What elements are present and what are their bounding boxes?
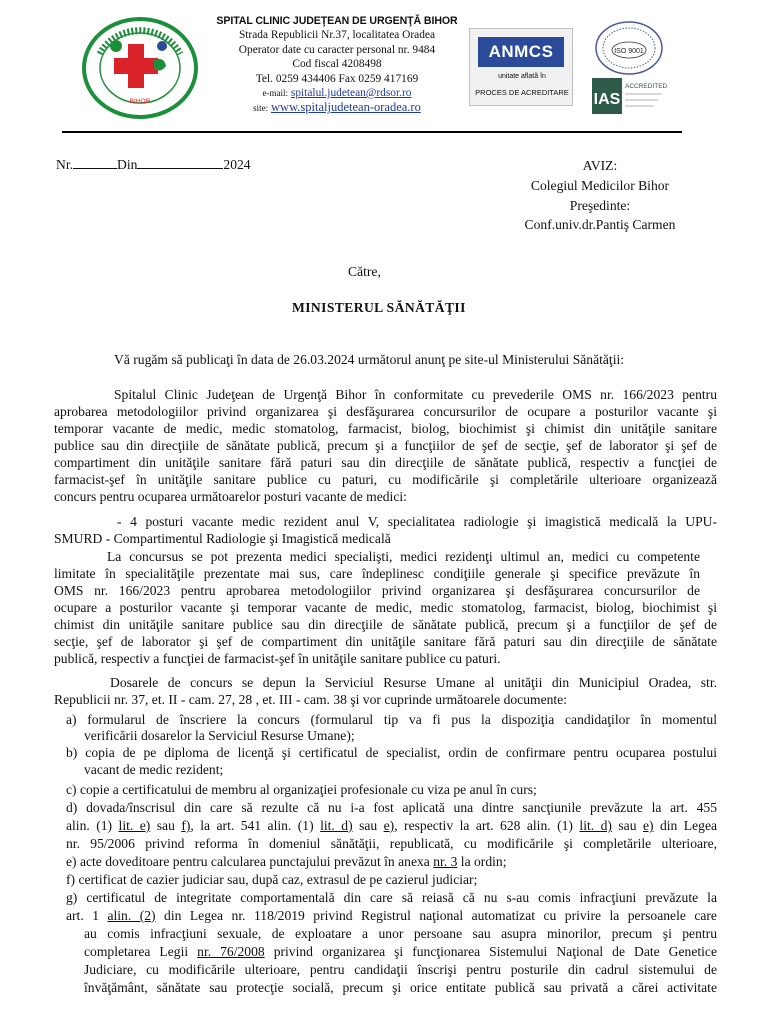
- legal-ref-link[interactable]: f): [181, 818, 191, 833]
- tax-code: Cod fiscal 4208498: [292, 58, 382, 71]
- p2-line: limitate în specialităţile prezentate mai sus, care îndeplinesc condiţiile generale şi specifice prevăzute în: [54, 566, 700, 581]
- post-line: SMURD - Compartimentul Radiologie şi Imagistică medicală: [54, 531, 391, 546]
- website-link[interactable]: www.spitaljudetean-oradea.ro: [271, 100, 421, 115]
- p1-line: compartiment din unităţile sanitare fără paturi sau din direcţiile de sănătate publică, respectiv a funcţiei de: [54, 455, 717, 470]
- legal-ref-link[interactable]: e): [383, 818, 395, 833]
- nr-label: Nr.: [56, 157, 73, 172]
- p2-line: chimist din unităţile sanitare publice sau din direcţiile de sănătate publică, precum şi a funcţiilor de şef de: [54, 617, 717, 632]
- data-operator: Operator date cu caracter personal nr. 9484: [238, 43, 436, 56]
- list-item-a: a) formularul de înscriere la concurs (formularul tip va fi pus la dispoziţia candidaţilor în momentul: [66, 712, 717, 727]
- list-item-f: f) certificat de cazier judiciar sau, după caz, extrasul de pe cazierul judiciar;: [66, 872, 478, 887]
- list-item-b: b) copia de pe diploma de licenţă şi certificatul de specialist, ordin de confirmare pentru ocuparea postului: [66, 745, 717, 760]
- aviz-role: Preşedinte:: [569, 197, 631, 213]
- p2-line: secţie, şef de laborator şi şef de compartiment din unităţile sanitare fără paturi sau din direcţiile de sănătate: [54, 634, 717, 649]
- p2-line: publică, respectiv a funcţiei de farmacist-şef în unităţile sanitare publice cu paturi.: [54, 651, 501, 666]
- p2-line: OMS nr. 166/2023 pentru aprobarea metodologiilor privind organizarea şi desfăşurarea concursurilor de: [54, 583, 700, 598]
- annex-ref-link[interactable]: nr. 3: [433, 854, 458, 869]
- anmcs-status: PROCES DE ACREDITARE: [475, 88, 569, 97]
- reference-line: [56, 157, 251, 173]
- aviz-person: Conf.univ.dr.Pantiş Carmen: [524, 217, 676, 233]
- legal-ref-link[interactable]: e): [642, 818, 654, 833]
- reference-year: 2024: [223, 157, 251, 172]
- list-item-e: e) acte doveditoare pentru calcularea punctajului prevăzut în anexa nr. 3 la ordin;: [66, 854, 507, 869]
- legal-ref-link[interactable]: lit. d): [320, 818, 353, 833]
- aviz-title: AVIZ:: [582, 158, 618, 173]
- legal-ref-link[interactable]: lit. e): [118, 818, 151, 833]
- p3-line: Republicii nr. 37, et. II - cam. 27, 28 , et. III - cam. 38 şi vor cuprinde următoarele documente:: [54, 692, 567, 707]
- nr-blank: [73, 157, 117, 169]
- list-item-g: g) certificatul de integritate comportamentală din care să reiasă că nu s-au comis infracţiuni prevăzute la: [66, 890, 717, 905]
- list-item-b-cont: vacant de medic rezident;: [84, 762, 224, 777]
- list-item-d: d) dovada/înscrisul din care să rezulte că nu i-a fost aplicată una dintre sancţiunile prevăzute la art. 455: [66, 800, 717, 815]
- list-item-g-cont: art. 1 alin. (2) din Legea nr. 118/2019 privind Registrul naţional automatizat cu privire la persoanele care: [66, 908, 717, 923]
- anmcs-subtitle: unitate aflată în: [498, 73, 546, 80]
- list-item-g-cont: învăţământ, sănătate sau protecţie socială, precum şi orice entitate publică sau privată a cărei activitate: [84, 980, 717, 995]
- phone-fax: Tel. 0259 434406 Fax 0259 417169: [255, 72, 419, 85]
- iso-9001-seal: [594, 20, 664, 76]
- list-item-d-cont: nr. 95/2006 privind reforma în domeniul sănătăţii, republicată, cu modificările şi completările ulterioare,: [66, 836, 717, 851]
- logo-text: BIHOR: [129, 98, 151, 105]
- list-item-g-cont: au comis infracţiuni sexuale, de exploatare a unor persoane sau asupra minorilor, precum şi pentru: [84, 926, 717, 941]
- p1-line: aprobarea metodologiilor privind organizarea şi desfăşurarea concursurilor de ocupare a posturilor vacante şi: [54, 404, 717, 419]
- ias-label: IAS: [593, 91, 621, 108]
- iso-label: ISO 9001: [614, 48, 644, 55]
- date-blank: [137, 157, 223, 169]
- p3-line: Dosarele de concurs se depun la Serviciul Resurse Umane al unităţii din Municipiul Oradea, str.: [110, 675, 717, 690]
- hospital-logo: [80, 16, 200, 120]
- anmcs-title: ANMCS: [478, 37, 564, 67]
- p1-line: Spitalul Clinic Judeţean de Urgenţă Bihor în conformitate cu prevederile OMS nr. 166/2023 pentru: [114, 387, 717, 402]
- legal-ref-link[interactable]: nr. 76/2008: [197, 944, 265, 959]
- p1-line: farmacist-şef în unităţile sanitare publice cu paturi, cu modificările şi completările ulterioare organizează: [54, 472, 717, 487]
- legal-ref-link[interactable]: lit. d): [579, 818, 612, 833]
- intro-line: Vă rugăm să publicaţi în data de 26.03.2024 următorul anunţ pe site-ul Ministerului Sănătăţii:: [114, 352, 625, 367]
- hospital-contact-block: [212, 14, 462, 116]
- list-item-a-cont: verificării dosarelor la Serviciul Resurse Umane);: [84, 728, 355, 743]
- legal-ref-link[interactable]: alin. (2): [107, 908, 156, 923]
- list-item-c: c) copie a certificatului de membru al organizaţiei profesionale cu viza pe anul în curs;: [66, 782, 537, 797]
- p1-line: concurs pentru ocuparea următoarelor posturi vacante de medici:: [54, 489, 407, 504]
- list-item-g-cont: Judiciare, cu modificările ulterioare, pentru candidaţii înscrişi pentru posturile din cadrul sistemului de: [84, 962, 717, 977]
- ias-accreditation-mark: [592, 76, 668, 116]
- site-label: site:: [253, 103, 269, 114]
- p1-line: publice sau din direcţiile de sănătate publică, precum şi a funcţiilor de şef de secţie, şef de laborator şi şef de: [54, 438, 717, 453]
- p2-line: ocupare a posturilor vacante şi temporar vacante de medic, medic stomatolog, farmacist, biolog, biochimist şi: [54, 600, 717, 615]
- aviz-org: Colegiul Medicilor Bihor: [530, 177, 670, 193]
- recipient-title: MINISTERUL SĂNĂTĂŢII: [292, 300, 466, 315]
- ias-sub: ACCREDITED: [625, 83, 668, 90]
- aviz-block: [470, 156, 730, 235]
- p2-line: La concursus se pot prezenta medici specialişti, medici rezidenţi ultimul an, medici cu competente: [107, 549, 700, 564]
- p1-line: temporar vacante de medic, medic stomatolog, farmacist, biolog, biochimist şi chimist din unităţile sanitare: [54, 421, 717, 436]
- anmcs-badge: [469, 28, 573, 106]
- list-item-d-refs: alin. (1) lit. e) sau f), la art. 541 alin. (1) lit. d) sau e), respectiv la art. 628 alin. (1) lit. d) sau e) din Legea: [66, 818, 718, 833]
- email-label: e-mail:: [262, 88, 289, 99]
- addressee-greeting: Către,: [348, 264, 381, 279]
- hospital-address: Strada Republicii Nr.37, localitatea Oradea: [238, 29, 436, 42]
- hospital-name: SPITAL CLINIC JUDEŢEAN DE URGENŢĂ BIHOR: [216, 15, 458, 27]
- header-divider: [62, 131, 682, 133]
- post-line: - 4 posturi vacante medic rezident anul V, specialitatea radiologie şi imagistică medicală la UPU-: [117, 514, 717, 529]
- din-label: Din: [117, 157, 138, 172]
- email-link[interactable]: spitalul.judetean@rdsor.ro: [290, 87, 412, 100]
- list-item-g-cont: completarea Legii nr. 76/2008 privind organizarea şi funcţionarea Sistemului Naţional de Date Genetice: [84, 944, 717, 959]
